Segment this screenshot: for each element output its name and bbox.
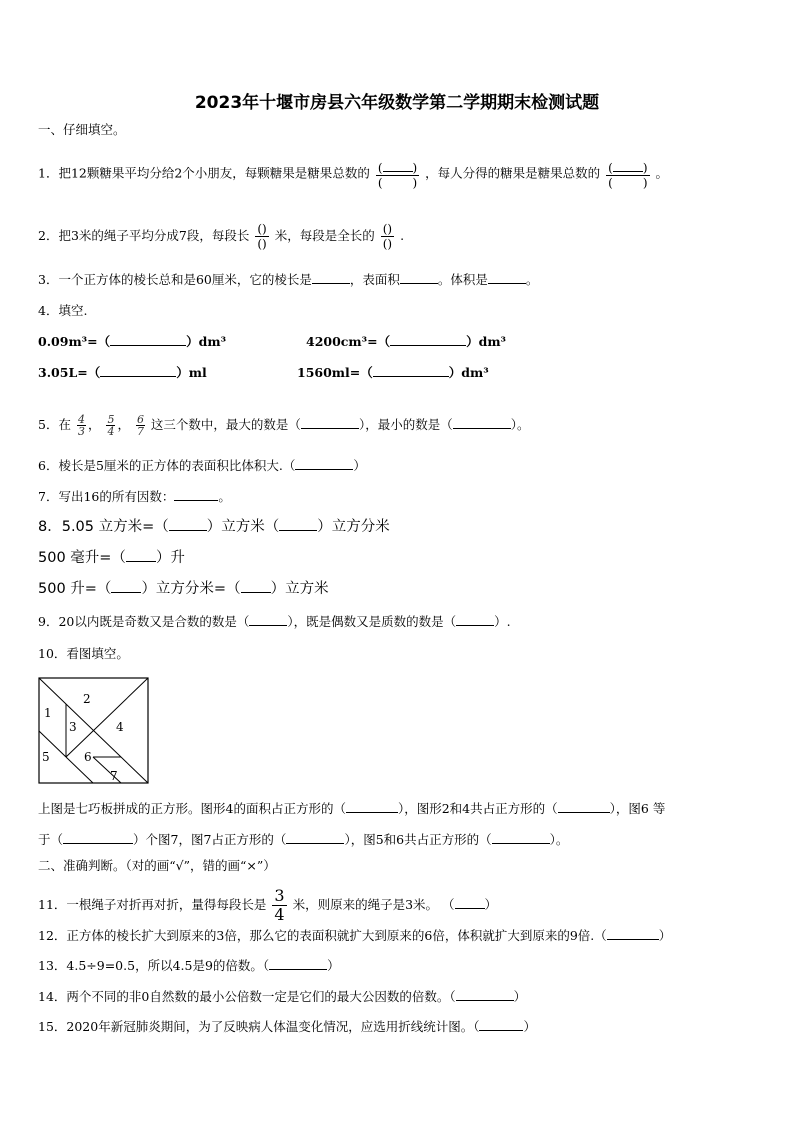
- question-7: 7．写出16的所有因数： 。: [38, 489, 231, 504]
- section-heading-fill-in: 一、仔细填空。: [38, 122, 126, 137]
- question-3: 3．一个正方体的棱长总和是60厘米，它的棱长是 ，表面积 。体积是 。: [38, 272, 539, 287]
- page-title: 2023年十堰市房县六年级数学第二学期期末检测试题: [194, 93, 600, 113]
- question-14: 14．两个不同的非0自然数的最小公倍数一定是它们的最大公因数的倍数。（ ）: [38, 989, 527, 1004]
- question-10-line-2: 于（ ）个图7，图7占正方形的（ ），图5和6共占正方形的（ ）。: [38, 832, 569, 847]
- question-4-row-1: 0.09m³=（ ）dm³: [38, 334, 227, 349]
- question-9: 9．20以内既是奇数又是合数的数是（ ），既是偶数又是质数的数是（ ）.: [38, 614, 511, 629]
- answer-blank[interactable]: [558, 800, 610, 813]
- question-4-row-2-right: 1560ml=（ ）dm³: [297, 365, 489, 380]
- question-8-row-1: 8．5.05 立方米=（ ）立方米（ ）立方分米: [38, 519, 390, 535]
- piece-label: 3: [69, 720, 77, 734]
- answer-blank[interactable]: [346, 800, 398, 813]
- answer-blank[interactable]: [607, 927, 659, 940]
- answer-blank[interactable]: [126, 549, 156, 562]
- section-heading-judgement: 二、准确判断。（对的画“√”，错的画“×”）: [38, 858, 276, 873]
- answer-blank[interactable]: [455, 896, 485, 909]
- answer-blank[interactable]: [279, 518, 317, 531]
- answer-blank[interactable]: [456, 988, 514, 1001]
- question-4-row-1-right: 4200cm³=（ ）dm³: [306, 334, 507, 349]
- answer-blank[interactable]: [110, 333, 186, 346]
- answer-fraction-blank[interactable]: $\frac{( )}{( )}$: [606, 158, 649, 190]
- answer-blank[interactable]: [169, 518, 207, 531]
- answer-blank[interactable]: [488, 271, 526, 284]
- answer-blank[interactable]: [63, 831, 133, 844]
- answer-blank[interactable]: [269, 957, 327, 970]
- question-5: 5．在 $\frac{4}{3}$ ， $\frac{5}{4}$ ， $\frac{6}{7}$ 这三个数中，最大的数是（ ），最小的数是（ ）。: [38, 413, 530, 438]
- answer-blank[interactable]: [301, 416, 359, 429]
- question-6: 6．棱长是5厘米的正方体的表面积比体积大.（ ）: [38, 458, 366, 473]
- fraction: $\frac{3}{4}$: [274, 886, 285, 924]
- answer-blank[interactable]: [249, 613, 287, 626]
- answer-fraction-blank[interactable]: $\frac{()}{()}$: [257, 222, 267, 251]
- question-15: 15．2020年新冠肺炎期间，为了反映病人体温变化情况，应选用折线统计图。（ ）: [38, 1019, 536, 1034]
- answer-blank[interactable]: [479, 1018, 523, 1031]
- answer-blank[interactable]: [286, 831, 344, 844]
- question-8-row-2: 500 毫升=（ ）升: [38, 550, 185, 566]
- fraction: $\frac{4}{3}$: [77, 413, 85, 438]
- piece-label: 6: [84, 750, 92, 764]
- answer-blank[interactable]: [295, 457, 353, 470]
- question-12: 12．正方体的棱长扩大到原来的3倍，那么它的表面积就扩大到原来的6倍，体积就扩大到原来的9倍.（ ）: [38, 928, 672, 943]
- question-1: 1．把12颗糖果平均分给2个小朋友，每颗糖果是糖果总数的 $\frac{( )}{( )}$ ，每人分得的糖果是糖果总数的 $\frac{( )}{( )}$ 。: [38, 158, 668, 190]
- question-4-label: 4．填空.: [38, 303, 88, 318]
- question-13: 13．4.5÷9=0.5，所以4.5是9的倍数。（ ）: [38, 958, 340, 973]
- answer-blank[interactable]: [373, 364, 449, 377]
- question-11: 11．一根绳子对折再对折，量得每段长是 $\frac{3}{4}$ 米，则原来的绳子是3米。 （ ）: [38, 886, 498, 924]
- fraction: $\frac{5}{4}$: [107, 413, 115, 438]
- answer-blank[interactable]: [390, 333, 466, 346]
- piece-label: 2: [83, 692, 91, 706]
- question-4-row-2: 3.05L=（ ）ml: [38, 365, 207, 380]
- piece-label: 7: [110, 769, 118, 783]
- tangram-figure: [38, 677, 150, 785]
- question-8-row-3: 500 升=（ ）立方分米=（ ）立方米: [38, 581, 329, 597]
- fraction: $\frac{6}{7}$: [136, 413, 144, 438]
- answer-blank[interactable]: [492, 831, 550, 844]
- question-10-label: 10．看图填空。: [38, 646, 129, 661]
- piece-label: 4: [116, 720, 124, 734]
- answer-blank[interactable]: [400, 271, 438, 284]
- question-10-line-1: 上图是七巧板拼成的正方形。图形4的面积占正方形的（ ），图形2和4共占正方形的（ ），图6 等: [38, 801, 666, 816]
- answer-blank[interactable]: [312, 271, 350, 284]
- answer-blank[interactable]: [453, 416, 511, 429]
- piece-label: 5: [42, 750, 50, 764]
- answer-blank[interactable]: [111, 580, 141, 593]
- question-2: 2．把3米的绳子平均分成7段，每段长 $\frac{()}{()}$ 米，每段是全长的 $\frac{()}{()}$ .: [38, 222, 405, 251]
- answer-blank[interactable]: [241, 580, 271, 593]
- answer-blank[interactable]: [174, 488, 218, 501]
- answer-blank[interactable]: [100, 364, 176, 377]
- answer-fraction-blank[interactable]: $\frac{( )}{( )}$: [376, 158, 419, 190]
- answer-blank[interactable]: [456, 613, 494, 626]
- answer-fraction-blank[interactable]: $\frac{()}{()}$: [382, 222, 393, 251]
- piece-label: 1: [44, 706, 52, 720]
